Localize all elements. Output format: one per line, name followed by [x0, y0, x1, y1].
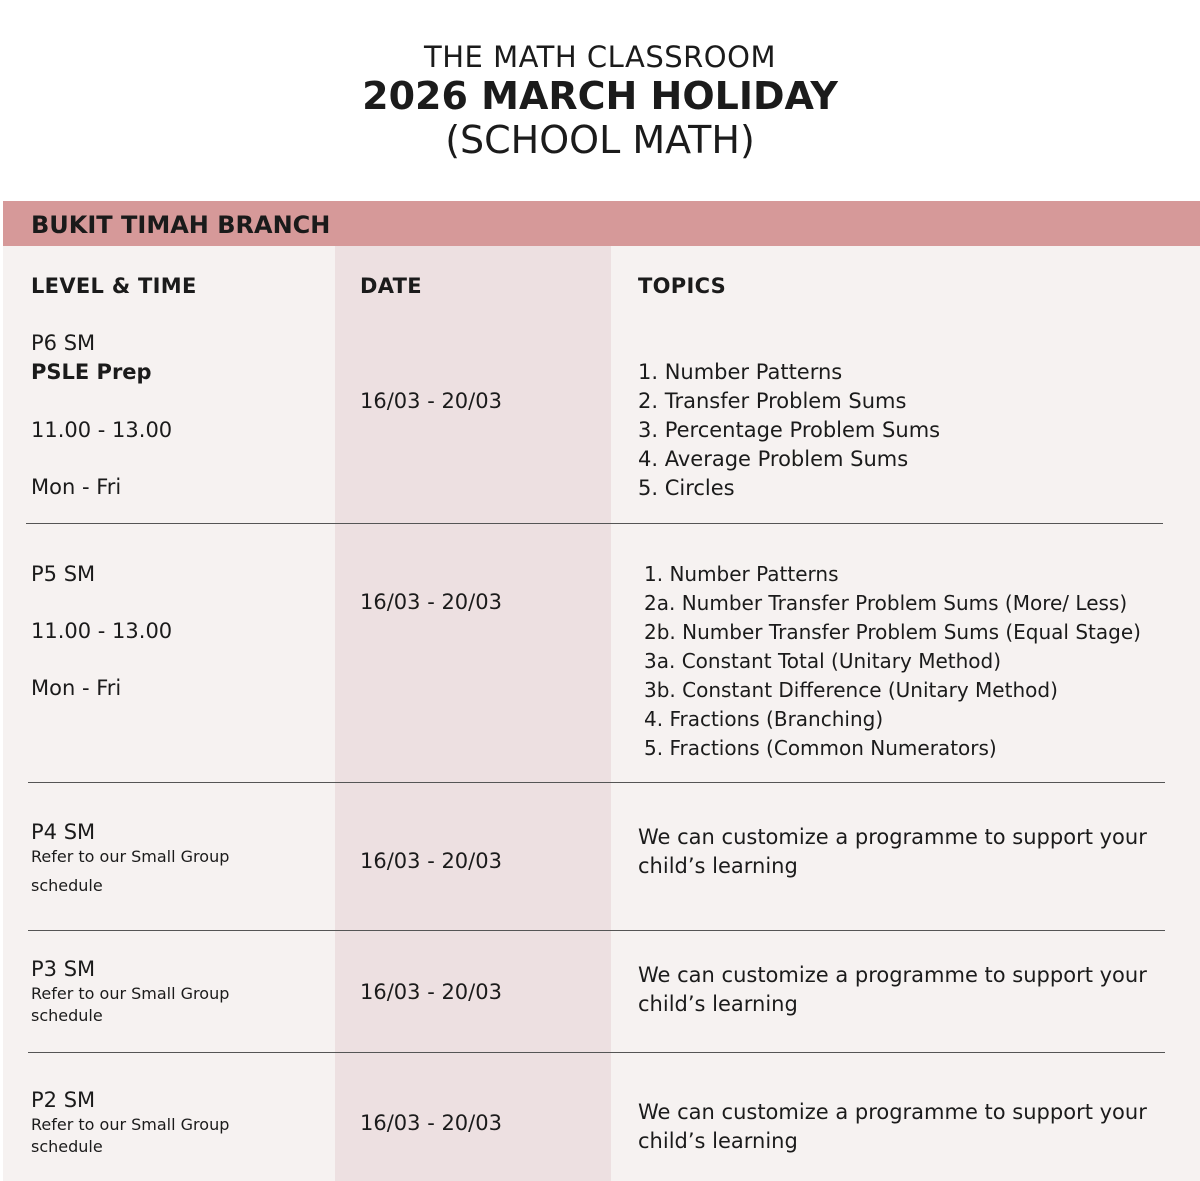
topic-item: 2b. Number Transfer Problem Sums (Equal Stage) — [644, 620, 1141, 644]
topic-list — [638, 358, 940, 503]
row-date: 16/03 - 20/03 — [360, 389, 502, 413]
topic-item: 2. Transfer Problem Sums — [638, 389, 907, 413]
topic-item: 1. Number Patterns — [638, 360, 843, 384]
row-message: We can customize a programme to support your child’s learning — [638, 963, 1147, 1016]
row-note: Refer to our Small Group — [31, 1115, 230, 1134]
row-subtitle: PSLE Prep — [31, 360, 152, 384]
topic-item: 3a. Constant Total (Unitary Method) — [644, 649, 1002, 673]
topic-item: 4. Fractions (Branching) — [644, 707, 884, 731]
branch-banner — [3, 201, 1200, 246]
row-date: 16/03 - 20/03 — [360, 590, 502, 614]
row-note-cont: schedule — [31, 1006, 103, 1025]
topic-item: 4. Average Problem Sums — [638, 447, 909, 471]
column-header-topics: TOPICS — [638, 274, 727, 298]
row-level: P4 SM — [31, 820, 96, 844]
column-header-level: LEVEL & TIME — [31, 274, 197, 298]
topic-item: 3. Percentage Problem Sums — [638, 418, 941, 442]
row-note: Refer to our Small Group — [31, 847, 230, 866]
row-note: Refer to our Small Group — [31, 984, 230, 1003]
organization-name: THE MATH CLASSROOM — [424, 40, 776, 74]
row-message: We can customize a programme to support your child’s learning — [638, 825, 1147, 878]
row-message: We can customize a programme to support your child’s learning — [638, 1100, 1147, 1153]
topic-item: 3b. Constant Difference (Unitary Method) — [644, 678, 1058, 702]
row-level: P2 SM — [31, 1088, 96, 1112]
row-days: Mon - Fri — [31, 676, 122, 700]
row-time: 11.00 - 13.00 — [31, 418, 173, 442]
row-date: 16/03 - 20/03 — [360, 849, 502, 873]
topic-item: 5. Circles — [638, 476, 735, 500]
page-header — [0, 0, 1200, 200]
page-subtitle: (SCHOOL MATH) — [445, 118, 755, 162]
row-date: 16/03 - 20/03 — [360, 1111, 502, 1135]
row-level: P5 SM — [31, 562, 96, 586]
row-days: Mon - Fri — [31, 475, 122, 499]
topic-item: 5. Fractions (Common Numerators) — [644, 736, 997, 760]
row-level: P6 SM — [31, 331, 96, 355]
row-note-cont: schedule — [31, 1137, 103, 1156]
topic-item: 2a. Number Transfer Problem Sums (More/ Less) — [644, 591, 1128, 615]
date-column-band — [335, 246, 611, 1181]
page-title: 2026 MARCH HOLIDAY — [362, 74, 838, 118]
row-time: 11.00 - 13.00 — [31, 619, 173, 643]
branch-name: BUKIT TIMAH BRANCH — [31, 211, 331, 239]
row-note-cont: schedule — [31, 876, 103, 895]
row-divider — [26, 523, 1163, 524]
row-date: 16/03 - 20/03 — [360, 980, 502, 1004]
row-divider — [28, 930, 1165, 931]
row-level: P3 SM — [31, 957, 96, 981]
row-divider — [28, 782, 1165, 783]
topic-list — [644, 560, 1141, 763]
topic-item: 1. Number Patterns — [644, 562, 839, 586]
row-divider — [28, 1052, 1165, 1053]
column-header-date: DATE — [360, 274, 422, 298]
